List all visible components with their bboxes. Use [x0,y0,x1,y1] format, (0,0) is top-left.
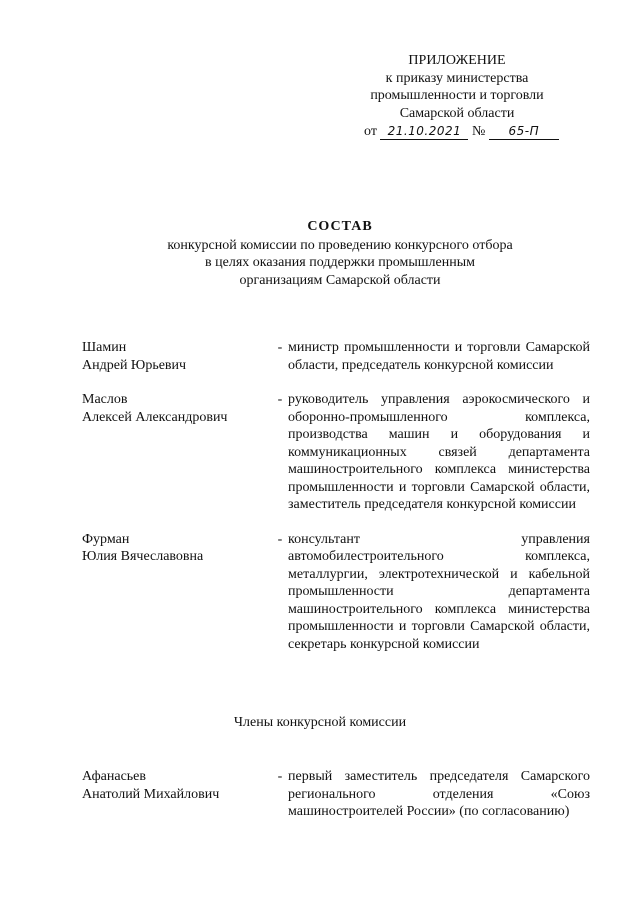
member-name [82,531,272,654]
commission-members-list [82,768,590,838]
dash-separator: - [277,340,283,355]
document-title-block [90,218,590,289]
member-name [82,768,272,821]
number-prefix: № [471,124,486,139]
member-role: руководитель управления аэрокосмического и оборонно-промышленного комплекса, производства машин и оборудования и коммуникационных связей департамента машиностроительного комплекса министерства промышленности и торговли Самарской области, заместитель председателя конкурсной комиссии [288,392,590,512]
commission-leadership-list [82,339,590,670]
section-title-members: Члены конкурсной комиссии [233,715,407,730]
member-row [82,339,590,374]
appendix-heading: ПРИЛОЖЕНИЕ [408,53,506,68]
appendix-block [352,52,562,141]
dash-separator: - [277,769,283,784]
dash-separator: - [277,531,283,547]
member-surname: Маслов [82,392,128,407]
member-given-names: Андрей Юрьевич [82,357,187,373]
member-row [82,531,590,654]
appendix-line: Самарской области [399,105,515,121]
dash-separator: - [277,392,283,407]
document-subtitle-line: в целях оказания поддержки промышленным [205,255,475,270]
member-surname: Шамин [82,340,127,355]
member-given-names: Анатолий Михайлович [82,786,220,802]
member-role: первый заместитель председателя Самарского регионального отделения «Союз машиностроителей России» (по согласованию) [288,769,590,819]
member-row [82,391,590,514]
document-subtitle-line: конкурсной комиссии по проведению конкурсного отбора [167,237,513,253]
member-surname: Фурман [82,531,130,547]
member-name [82,391,272,514]
member-role: министр промышленности и торговли Самарской области, председатель конкурсной комиссии [288,340,590,373]
member-surname: Афанасьев [82,769,146,784]
appendix-line: промышленности и торговли [370,88,544,103]
document-title: СОСТАВ [307,219,373,234]
date-prefix: от [364,124,377,139]
member-given-names: Юлия Вячеславовна [82,549,204,564]
order-date-number [364,123,562,141]
document-subtitle-line: организациям Самарской области [239,272,441,288]
order-date: 21.10.2021 [380,124,468,140]
member-name [82,339,272,374]
appendix-line: к приказу министерства [385,70,529,86]
member-role: консультант управления автомобилестроительного комплекса, металлургии, электротехнической и кабельной промышленности департамента машиностроительного комплекса министерства промышленности и торговли Самарской области, секретарь конкурсной комиссии [288,531,590,652]
order-number: 65-П [489,124,559,140]
member-given-names: Алексей Александрович [82,409,228,425]
member-row [82,768,590,821]
